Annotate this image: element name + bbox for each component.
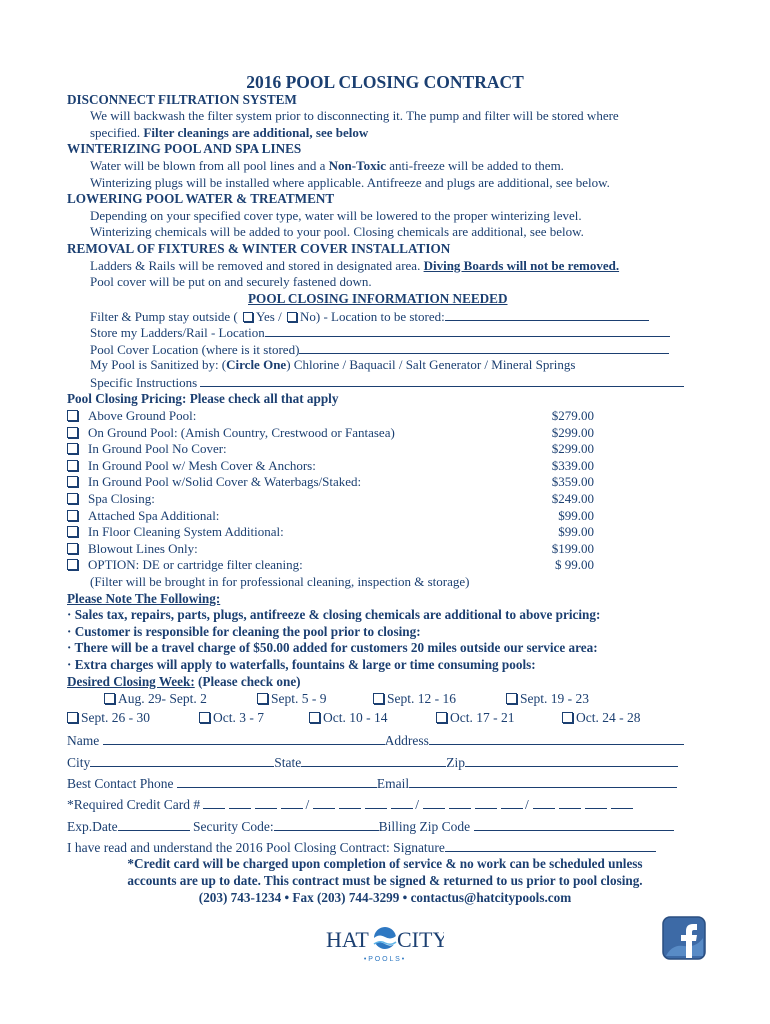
billing-zip-label: Billing Zip Code xyxy=(378,819,471,834)
credit-card-row xyxy=(67,796,637,813)
pricing-label: Attached Spa Additional: xyxy=(88,508,220,523)
pricing-price: $199.00 xyxy=(551,541,594,556)
pricing-item[interactable] xyxy=(67,408,196,424)
diving-board-note: Diving Boards will not be removed. xyxy=(423,258,620,273)
pricing-label: In Ground Pool No Cover: xyxy=(88,441,227,456)
credit-card-label: *Required Credit Card # xyxy=(67,797,201,812)
pricing-item[interactable] xyxy=(67,458,316,474)
week-option[interactable]: Sept. 19 - 23 xyxy=(506,691,589,707)
hat-city-pools-logo xyxy=(324,924,444,964)
state-field[interactable] xyxy=(301,754,446,767)
sanitized-row xyxy=(90,357,575,373)
week-option[interactable]: Aug. 29- Sept. 2 xyxy=(104,691,207,707)
removal-text-a: Ladders & Rails will be removed and stored in designated area. xyxy=(90,258,424,273)
cover-location-field[interactable] xyxy=(299,341,669,354)
week-option[interactable]: Oct. 17 - 21 xyxy=(436,710,515,726)
credit-card-digit-blank[interactable] xyxy=(501,796,523,809)
signature-row xyxy=(67,839,656,856)
credit-card-digit-blank[interactable] xyxy=(281,796,303,809)
credit-card-digit-blank[interactable] xyxy=(475,796,497,809)
pricing-item[interactable] xyxy=(67,557,303,573)
state-label: State xyxy=(274,755,302,770)
credit-card-digit-blank[interactable] xyxy=(449,796,471,809)
email-label: Email xyxy=(376,776,410,791)
week-option[interactable]: Sept. 26 - 30 xyxy=(67,710,150,726)
pricing-label: Spa Closing: xyxy=(88,491,155,506)
note-line: · Extra charges will apply to waterfalls, fountains & large or time consuming pools: xyxy=(67,657,536,672)
week-option[interactable]: Oct. 24 - 28 xyxy=(562,710,641,726)
section-heading-lowering: LOWERING POOL WATER & TREATMENT xyxy=(67,191,335,206)
address-label: Address xyxy=(384,733,429,748)
disconnect-line-2 xyxy=(90,125,368,141)
cover-label: Pool Cover Location (where is it stored) xyxy=(90,342,300,357)
week-option[interactable]: Sept. 12 - 16 xyxy=(373,691,456,707)
logo-word-hat: HAT xyxy=(326,927,369,952)
zip-field[interactable] xyxy=(465,754,678,767)
credit-card-separator: / xyxy=(415,797,420,812)
ladders-label: Store my Ladders/Rail - Location xyxy=(90,325,265,340)
pricing-item[interactable] xyxy=(67,508,219,524)
credit-card-digit-blank[interactable] xyxy=(559,796,581,809)
footer-contact: (203) 743-1234 • Fax (203) 744-3299 • contactus@hatcitypools.com xyxy=(198,890,572,905)
pricing-item[interactable] xyxy=(67,491,155,507)
pricing-price: $99.00 xyxy=(558,524,594,539)
lowering-line-1: Depending on your specified cover type, water will be lowered to the proper winterizing level. xyxy=(90,208,582,223)
pricing-checkbox[interactable] xyxy=(67,559,78,570)
instructions-row xyxy=(90,374,684,391)
pricing-label: Blowout Lines Only: xyxy=(88,541,198,556)
contact-row xyxy=(67,775,677,792)
week-heading-label: Desired Closing Week: xyxy=(67,674,195,689)
phone-label: Best Contact Phone xyxy=(67,776,174,791)
lowering-line-2: Winterizing chemicals will be added to your pool. Closing chemicals are additional, see below. xyxy=(90,224,584,239)
notes-heading: Please Note The Following: xyxy=(67,591,221,606)
filter-location-label: Filter & Pump stay outside ( xyxy=(90,309,238,324)
pricing-price: $339.00 xyxy=(551,458,594,473)
address-field[interactable] xyxy=(429,732,684,745)
pricing-price: $299.00 xyxy=(551,441,594,456)
pricing-price: $299.00 xyxy=(551,425,594,440)
ladders-row xyxy=(90,324,670,341)
filter-no-checkbox[interactable] xyxy=(287,312,297,322)
exp-field[interactable] xyxy=(118,818,190,831)
pricing-label: On Ground Pool: (Amish Country, Crestwood or Fantasea) xyxy=(88,425,395,440)
pricing-price: $ 99.00 xyxy=(555,557,594,572)
pricing-price: $99.00 xyxy=(558,508,594,523)
name-address-row xyxy=(67,732,684,749)
credit-card-digit-blank[interactable] xyxy=(611,796,633,809)
credit-card-separator: / xyxy=(305,797,310,812)
city-field[interactable] xyxy=(90,754,274,767)
week-option[interactable]: Sept. 5 - 9 xyxy=(257,691,327,707)
pricing-price: $359.00 xyxy=(551,474,594,489)
winterizing-text-c: anti-freeze will be added to them. xyxy=(385,158,564,173)
disconnect-line-2-text: specified. xyxy=(90,125,144,140)
pricing-label: In Ground Pool w/Solid Cover & Waterbags/Staked: xyxy=(88,474,362,489)
week-heading xyxy=(67,674,301,690)
sanitized-label: My Pool is Sanitized by: ( xyxy=(90,357,227,372)
pricing-item[interactable] xyxy=(67,441,227,457)
credit-card-digit-blank[interactable] xyxy=(313,796,335,809)
disconnect-line-1: We will backwash the filter system prior to disconnecting it. The pump and filter will be stored where xyxy=(90,108,619,123)
pricing-checkbox[interactable] xyxy=(67,460,78,471)
filter-cleaning-note: Filter cleanings are additional, see below xyxy=(143,125,369,140)
security-label: Security Code: xyxy=(192,819,274,834)
credit-card-digit-blank[interactable] xyxy=(339,796,361,809)
pricing-checkbox[interactable] xyxy=(67,510,78,521)
pricing-checkbox[interactable] xyxy=(67,427,78,438)
credit-card-field[interactable] xyxy=(203,797,636,812)
winterizing-line-2: Winterizing plugs will be installed where applicable. Antifreeze and plugs are additional, see below. xyxy=(90,175,610,190)
instructions-label: Specific Instructions xyxy=(90,375,201,390)
exp-label: Exp.Date xyxy=(67,819,118,834)
filter-note: (Filter will be brought in for professional cleaning, inspection & storage) xyxy=(90,574,470,589)
wave-emblem-icon xyxy=(372,927,398,949)
logo-word-city: CITY xyxy=(397,927,444,952)
sanitizer-options[interactable]: ) Chlorine / Baquacil / Salt Generator / Mineral Springs xyxy=(286,357,576,372)
exp-row xyxy=(67,818,674,835)
logo-subtitle: • P O O L S • xyxy=(363,956,405,963)
facebook-icon[interactable] xyxy=(662,916,706,960)
note-line: · Sales tax, repairs, parts, plugs, antifreeze & closing chemicals are additional to above pricing: xyxy=(67,607,601,622)
pricing-checkbox[interactable] xyxy=(67,443,78,454)
info-heading: POOL CLOSING INFORMATION NEEDED xyxy=(248,291,508,306)
pricing-item[interactable] xyxy=(67,541,198,557)
pricing-item[interactable] xyxy=(67,474,361,490)
pricing-item[interactable] xyxy=(67,524,284,540)
name-label: Name xyxy=(67,733,100,748)
credit-card-digit-blank[interactable] xyxy=(533,796,555,809)
footer-line-1: *Credit card will be charged upon completion of service & no work can be scheduled unless xyxy=(127,856,643,871)
non-toxic-label: Non-Toxic xyxy=(328,158,386,173)
security-field[interactable] xyxy=(274,818,379,831)
winterizing-line-1 xyxy=(90,158,564,174)
footer-line-2: accounts are up to date. This contract must be signed & returned to us prior to pool closing. xyxy=(127,873,643,888)
ladders-location-field[interactable] xyxy=(265,324,670,337)
pricing-heading: Pool Closing Pricing: Please check all that apply xyxy=(67,391,339,406)
credit-card-digit-blank[interactable] xyxy=(365,796,387,809)
phone-field[interactable] xyxy=(177,775,377,788)
instructions-field[interactable] xyxy=(200,374,684,387)
filter-location-row xyxy=(90,308,649,325)
week-option[interactable]: Oct. 3 - 7 xyxy=(199,710,264,726)
cover-row xyxy=(90,341,669,358)
credit-card-digit-blank[interactable] xyxy=(423,796,445,809)
city-label: City xyxy=(67,755,91,770)
signature-field[interactable] xyxy=(445,839,656,852)
pricing-label: In Floor Cleaning System Additional: xyxy=(88,524,284,539)
pricing-price: $279.00 xyxy=(551,408,594,423)
email-field[interactable] xyxy=(409,775,677,788)
pricing-label: In Ground Pool w/ Mesh Cover & Anchors: xyxy=(88,458,316,473)
removal-line-2: Pool cover will be put on and securely fastened down. xyxy=(90,274,372,289)
winterizing-text-a: Water will be blown from all pool lines and a xyxy=(90,158,329,173)
note-line: · Customer is responsible for cleaning the pool prior to closing: xyxy=(67,624,421,639)
credit-card-digit-blank[interactable] xyxy=(203,796,225,809)
pricing-checkbox[interactable] xyxy=(67,410,78,421)
pricing-checkbox[interactable] xyxy=(67,476,78,487)
city-row xyxy=(67,754,678,771)
signature-label: I have read and understand the 2016 Pool Closing Contract: Signature xyxy=(67,840,445,855)
pricing-checkbox[interactable] xyxy=(67,493,78,504)
pricing-price: $249.00 xyxy=(551,491,594,506)
pricing-label: OPTION: DE or cartridge filter cleaning: xyxy=(88,557,303,572)
section-heading-removal: REMOVAL OF FIXTURES & WINTER COVER INSTALLATION xyxy=(67,241,451,256)
pricing-item[interactable] xyxy=(67,425,395,441)
filter-location-field[interactable] xyxy=(445,308,649,321)
zip-label: Zip xyxy=(446,755,466,770)
note-line: · There will be a travel charge of $50.00 added for customers 20 miles outside our service area: xyxy=(67,640,598,655)
billing-zip-field[interactable] xyxy=(474,818,674,831)
filter-yes-checkbox[interactable] xyxy=(243,312,253,322)
credit-card-digit-blank[interactable] xyxy=(229,796,251,809)
week-heading-hint: (Please check one) xyxy=(194,674,301,689)
week-option[interactable]: Oct. 10 - 14 xyxy=(309,710,388,726)
credit-card-separator: / xyxy=(525,797,529,812)
pricing-label: Above Ground Pool: xyxy=(88,408,197,423)
filter-yes-label: Yes / xyxy=(255,309,282,324)
pricing-checkbox[interactable] xyxy=(67,526,78,537)
section-heading-winterizing: WINTERIZING POOL AND SPA LINES xyxy=(67,141,302,156)
removal-line-1 xyxy=(90,258,619,274)
page-title: 2016 POOL CLOSING CONTRACT xyxy=(246,72,524,92)
name-field[interactable] xyxy=(103,732,385,745)
circle-one-label: Circle One xyxy=(226,357,287,372)
credit-card-digit-blank[interactable] xyxy=(391,796,413,809)
credit-card-digit-blank[interactable] xyxy=(255,796,277,809)
filter-no-label: No) - Location to be stored: xyxy=(299,309,445,324)
credit-card-digit-blank[interactable] xyxy=(585,796,607,809)
section-heading-disconnect: DISCONNECT FILTRATION SYSTEM xyxy=(67,92,297,107)
pricing-checkbox[interactable] xyxy=(67,543,78,554)
